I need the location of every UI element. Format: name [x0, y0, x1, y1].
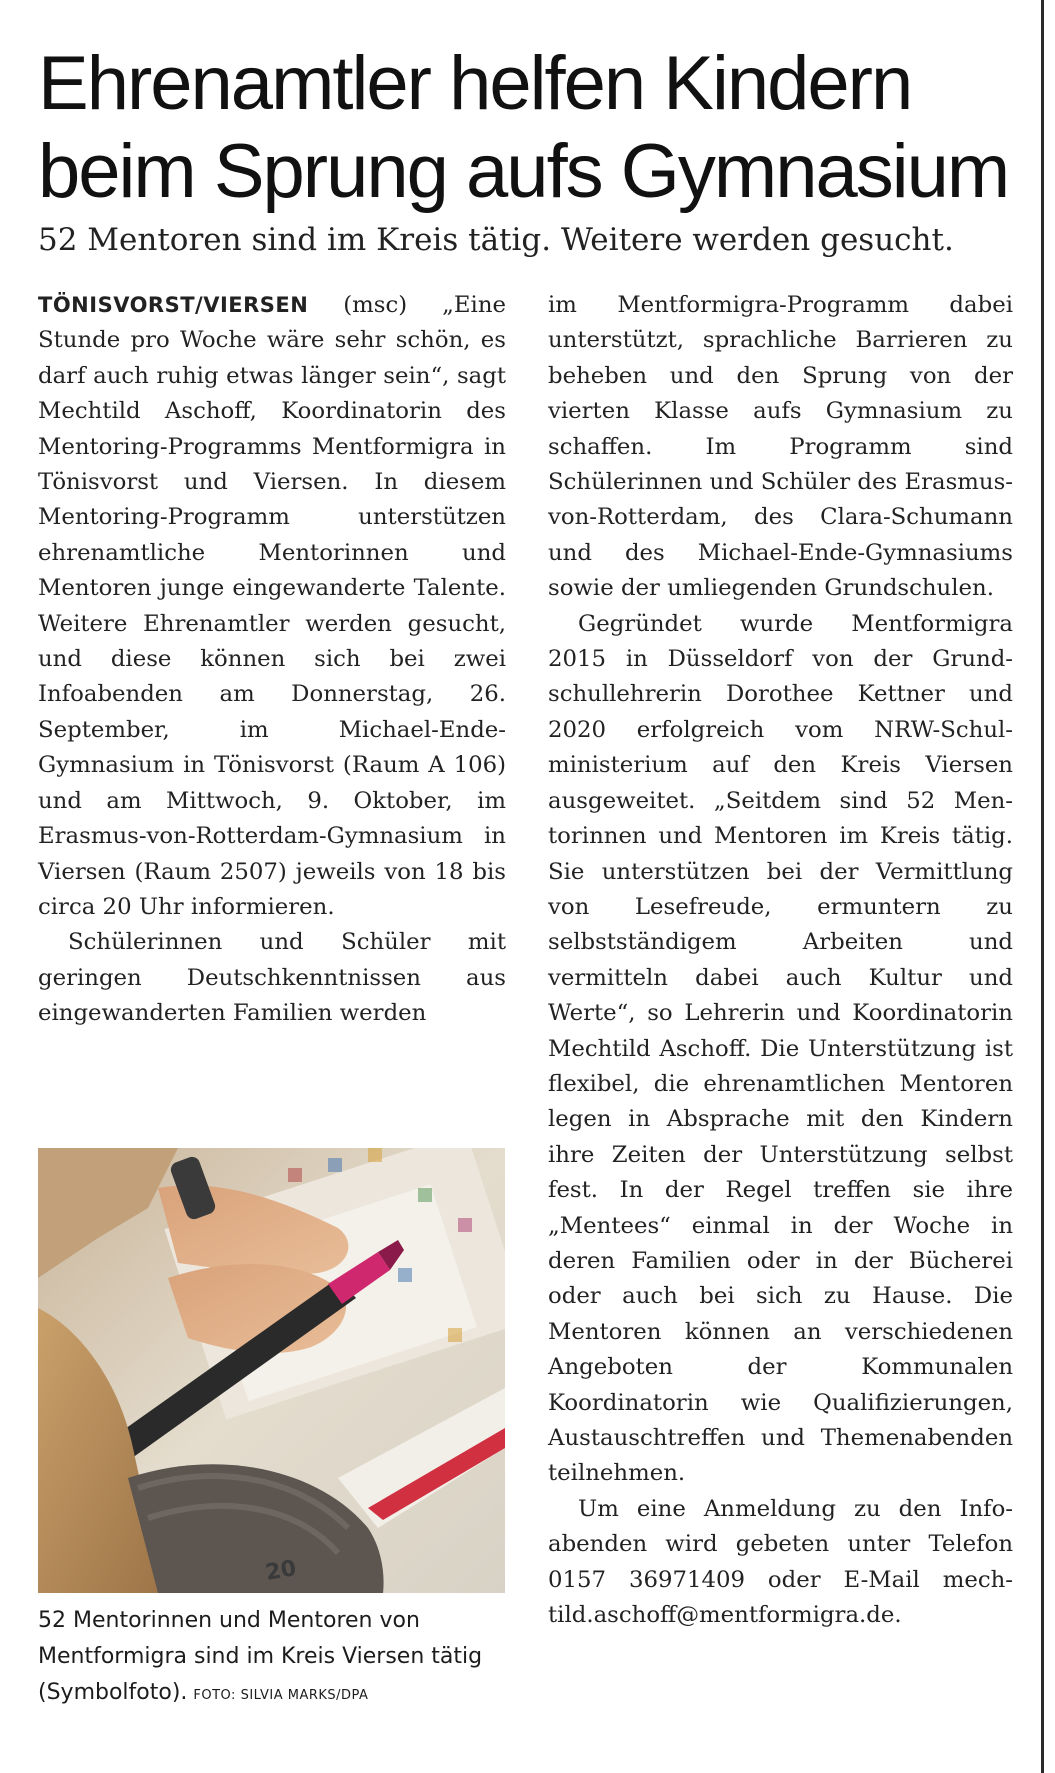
headline — [38, 40, 1038, 216]
paragraph: Schülerinnen und Schüler mit geringen Deutschkenntnissen aus eingewanderten Familien werden — [38, 929, 506, 1027]
paragraph: Gegründet wurde Mentformigra 2015 in Düsseldorf von der Grundschullehrerin Dorothee Kettner und 2020 erfolgreich vom NRW-Schulministerium auf den Kreis Viersen ausgeweitet. „Seitdem sind 52 Mentorinnen und Mentoren im Kreis tätig. Sie unterstützen bei der Vermittlung von Lesefreude, ermuntern zu selbstständigem Arbeiten und vermitteln dabei auch Kultur und Werte“, so Lehrerin und Koordinatorin Mechtild Aschoff. Die Unterstützung ist flexibel, die ehrenamtlichen Mentoren legen in Absprache mit den Kindern ihre Zeiten der Unterstützung selbst fest. In der Regel treffen sie ihre „Mentees“ einmal in der Woche in deren Familien oder in der Bücherei oder auch bei sich zu Hause. Die Mentoren können an verschiedenen Angeboten der Kommunalen Koordinatorin wie Qualifizierungen, Austauschtreffen und Themenabenden teilnehmen. — [548, 610, 1013, 1487]
photo-credit: FOTO: SILVIA MARKS/DPA — [193, 1688, 369, 1703]
article-photo — [38, 1148, 505, 1593]
headline-line-1: Ehrenamtler helfen Kindern — [38, 41, 912, 126]
column-rule — [1041, 0, 1044, 1773]
dateline: TÖNISVORST/VIERSEN — [38, 293, 309, 317]
article-column-right — [548, 288, 1013, 1633]
photo-page-number: 20 — [263, 1555, 299, 1586]
lead-paragraph — [38, 288, 506, 925]
headline-line-2: beim Sprung aufs Gymnasium — [38, 129, 1009, 214]
paragraph-text: (msc) „Eine Stunde pro Woche wäre sehr schön, es darf auch ruhig etwas länger sein“, sagt Mechtild Aschoff, Koordinatorin des Mentoring-Programms Mentformigra in Tönisvorst und Viersen. In diesem Mentoring-Programm unterstützen ehrenamtliche Mentorinnen und Mentoren junge eingewanderte Talente. Weitere Ehrenamtler werden gesucht, und diese können sich bei zwei Infoabenden am Donnerstag, 26. September, im Michael-Ende-Gymnasium in Tönisvorst (Raum A 106) und am Mittwoch, 9. Oktober, im Erasmus-von-Rotterdam-Gymnasium in Viersen (Raum 2507) jeweils von 18 bis circa 20 Uhr informieren. — [38, 292, 506, 920]
caption-text: 52 Mentorinnen und Mentoren von Mentformigra sind im Kreis Viersen tätig (Symbolfoto). — [38, 1608, 483, 1705]
contact-paragraph: Um eine Anmeldung zu den Infoabenden wird gebeten unter Telefon 0157 36971409 oder E-Mail mechtild.aschoff@mentformigra.de. — [548, 1495, 1013, 1629]
paragraph: im Mentformigra-Programm dabei unterstützt, sprachliche Barrieren zu beheben und den Sprung von der vierten Klasse aufs Gymnasium zu schaffen. Im Programm sind Schülerinnen und Schüler des Erasmus-von-Rotterdam, des Clara-Schumann und des Michael-Ende-Gymnasiums sowie der umliegenden Grundschulen. — [548, 292, 1013, 602]
photo-caption — [38, 1603, 513, 1714]
article-column-left — [38, 288, 506, 1032]
subheadline: 52 Mentoren sind im Kreis tätig. Weitere werden gesucht. — [38, 222, 954, 258]
